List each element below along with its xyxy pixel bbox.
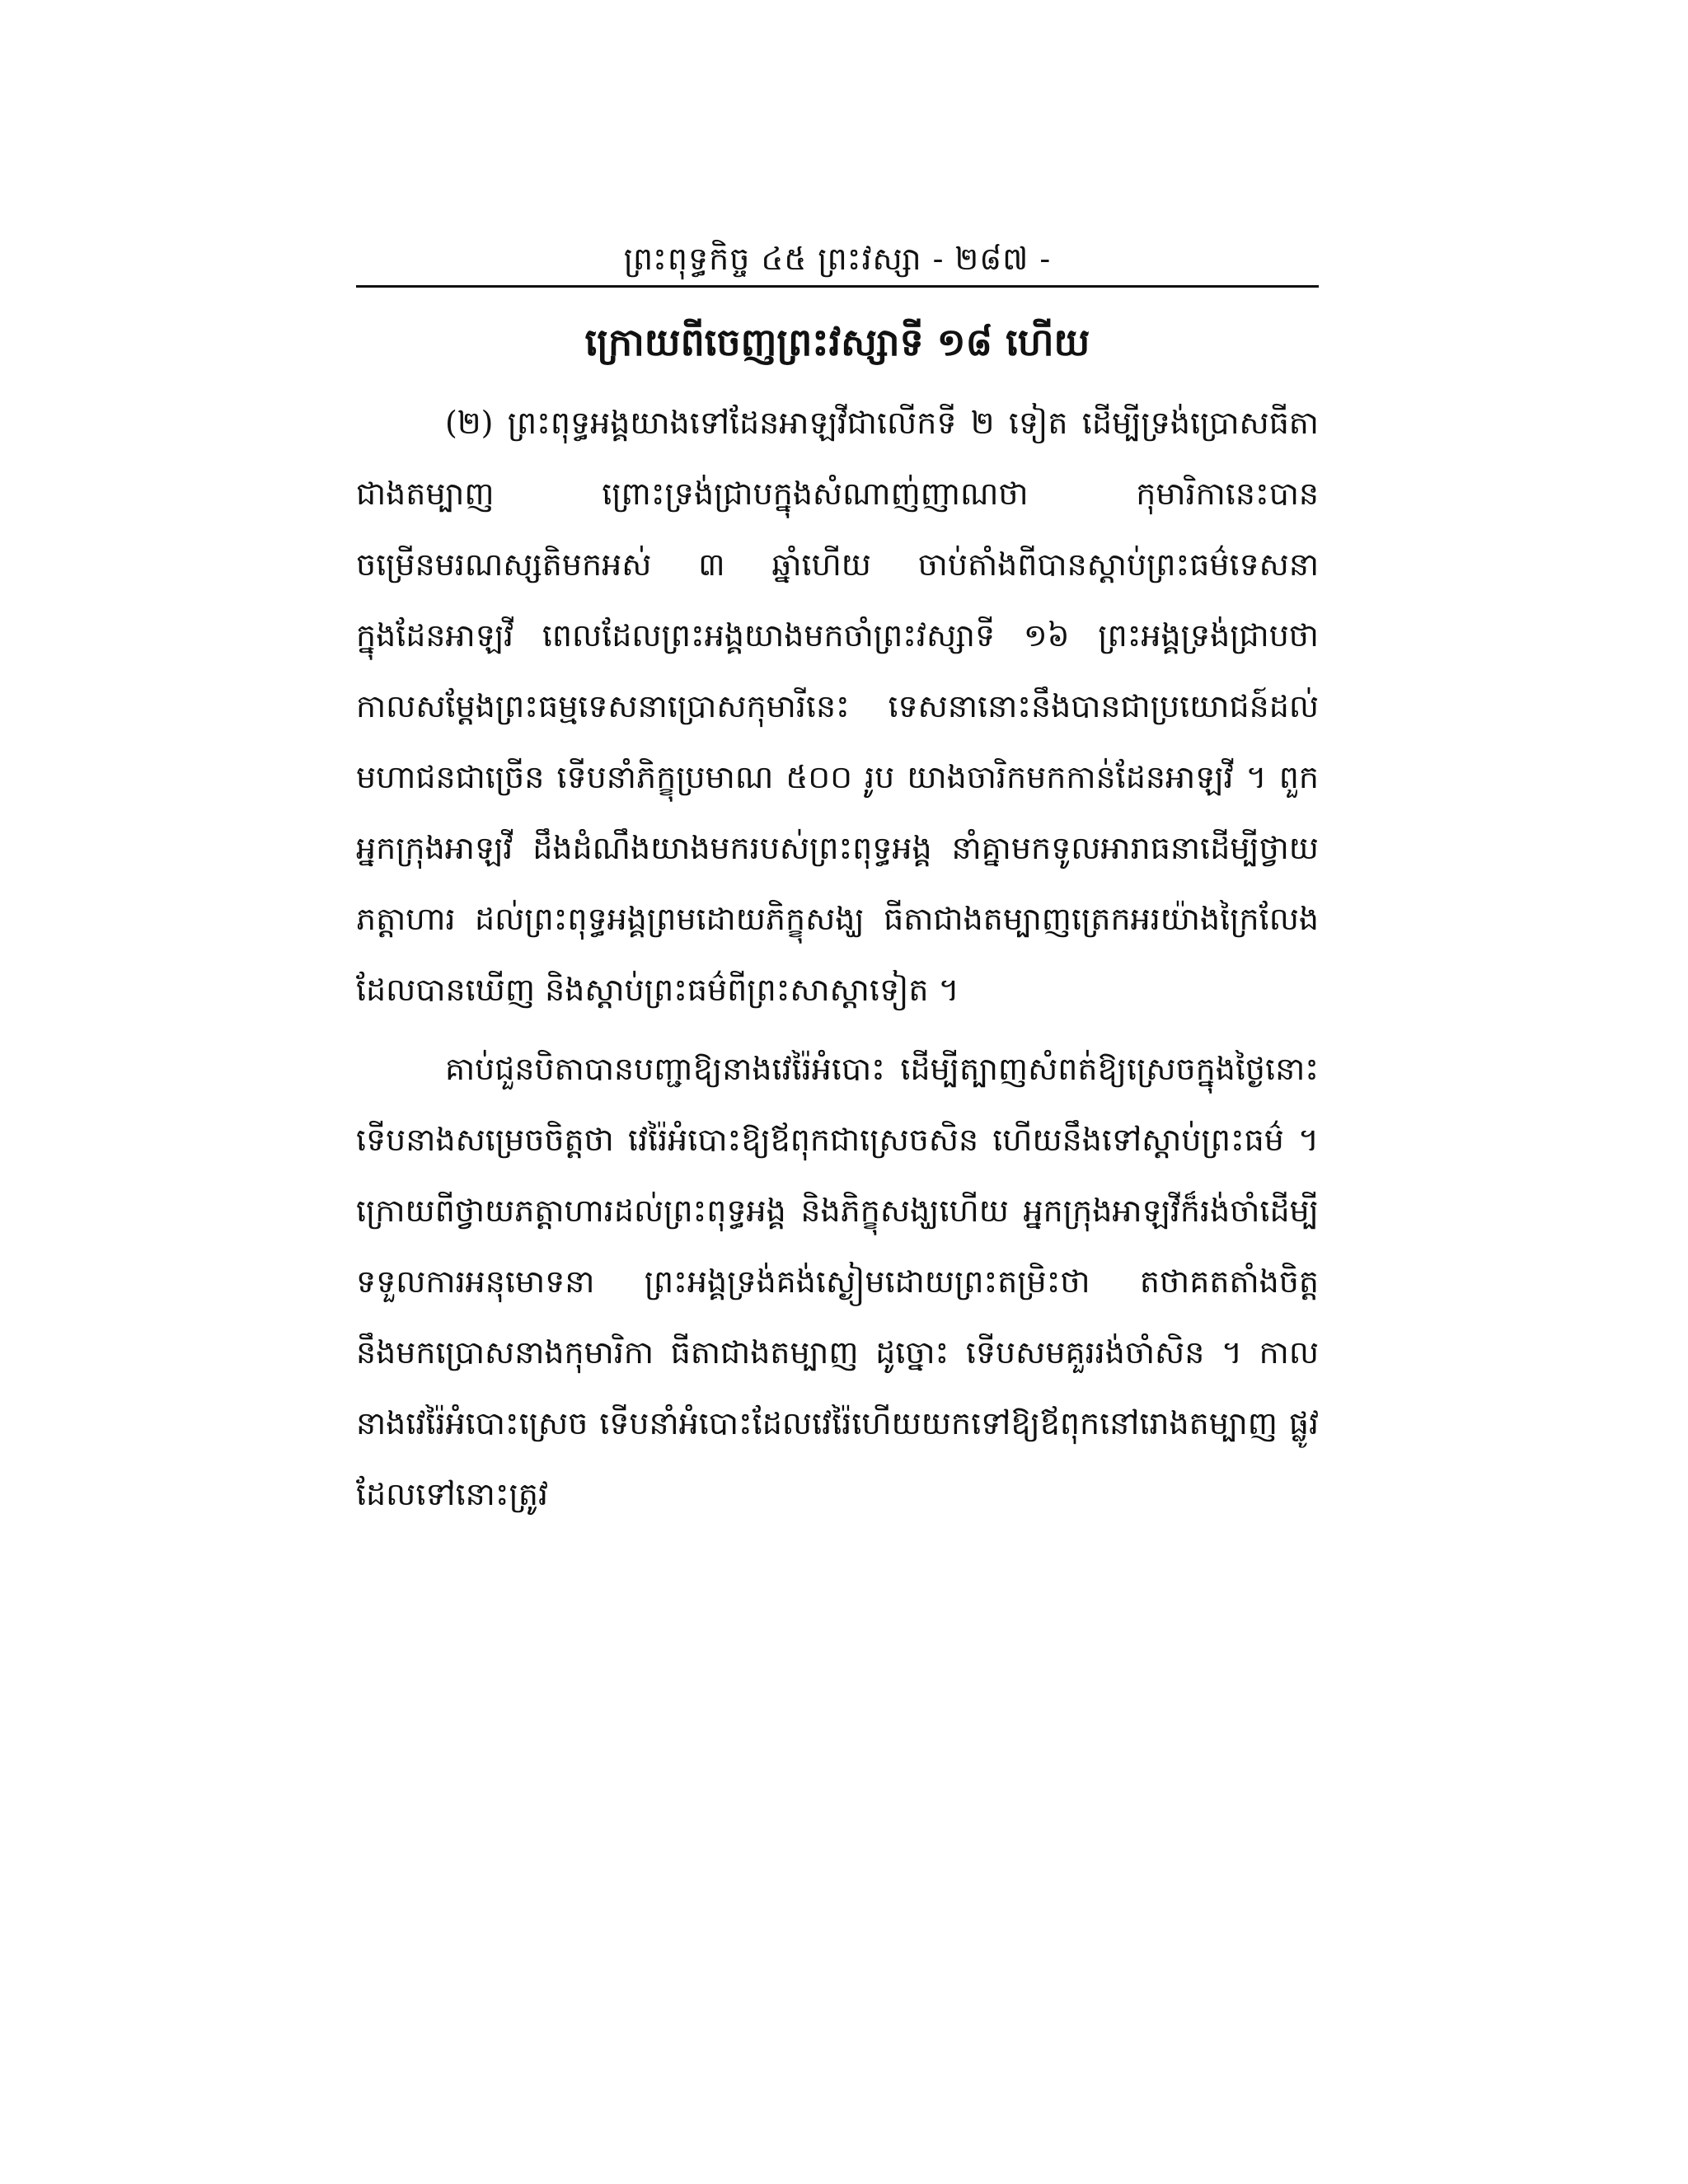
chapter-title: ក្រោយពីចេញព្រះវស្សាទី ១៨ ហើយ xyxy=(584,320,1090,364)
header-rule xyxy=(356,285,1319,288)
paragraph-1: (២) ព្រះពុទ្ធអង្គយាងទៅដែនអាឡវីជាលើកទី ២ ទៀត ដើម្បីទ្រង់ប្រោសធីតាជាងតម្បាញ ព្រោះទ្រង់ជ្រាបក្នុងសំណាញ់ញាណថា កុមារិកានេះបានចម្រើនមរណស្សតិមកអស់ ៣ ឆ្នាំហើយ ចាប់តាំងពីបានស្តាប់ព្រះធម៌ទេសនាក្នុងដែនអាឡវី ពេលដែលព្រះអង្គយាងមកចាំព្រះវស្សាទី ១៦ ព្រះអង្គទ្រង់ជ្រាបថា កាលសម្តែងព្រះធម្មទេសនាប្រោសកុមារីនេះ ទេសនានោះនឹងបានជាប្រយោជន៍ដល់មហាជនជាច្រើន ទើបនាំភិក្ខុប្រមាណ ៥០០ រូប យាងចារិកមកកាន់ដែនអាឡវី ។ ពួកអ្នកក្រុងអាឡវី ដឹងដំណឹងយាងមករបស់ព្រះពុទ្ធអង្គ នាំគ្នាមកទូលអារាធនាដើម្បីថ្វាយភត្តាហារ ដល់ព្រះពុទ្ធអង្គព្រមដោយភិក្ខុសង្ឃ ធីតាជាងតម្បាញត្រេកអរយ៉ាងក្រៃលែង ដែលបានឃើញ និងស្តាប់ព្រះធម៌ពីព្រះសាស្តាទៀត ។ xyxy=(356,405,1319,1008)
running-header: ព្រះពុទ្ធកិច្ច ៤៥ ព្រះវស្សា - ២៨៧ - xyxy=(623,241,1052,277)
paragraph-2: គាប់ជួនបិតាបានបញ្ជាឱ្យនាងវេរ៉ៃអំបោះ ដើម្បីត្បាញសំពត់ឱ្យស្រេចក្នុងថ្ងៃនោះ ទើបនាងសម្រេចចិត្តថា វេរ៉ៃអំបោះឱ្យឪពុកជាស្រេចសិន ហើយនឹងទៅស្តាប់ព្រះធម៌ ។ ក្រោយពីថ្វាយភត្តាហារដល់ព្រះពុទ្ធអង្គ និងភិក្ខុសង្ឃហើយ អ្នកក្រុងអាឡវីក៏រង់ចាំដើម្បីទទួលការអនុមោទនា ព្រះអង្គទ្រង់គង់ស្ងៀមដោយព្រះតម្រិះថា តថាគតតាំងចិត្តនឹងមកប្រោសនាងកុមារិកា ធីតាជាងតម្បាញ ដូច្នោះ ទើបសមគួររង់ចាំសិន ។ កាលនាងវេរ៉ៃអំបោះស្រេច ទើបនាំអំបោះដែលវេរ៉ៃហើយយកទៅឱ្យឪពុកនៅរោងតម្បាញ ផ្លូវដែលទៅនោះត្រូវ xyxy=(356,1051,1319,1512)
body-text xyxy=(356,387,1319,1530)
